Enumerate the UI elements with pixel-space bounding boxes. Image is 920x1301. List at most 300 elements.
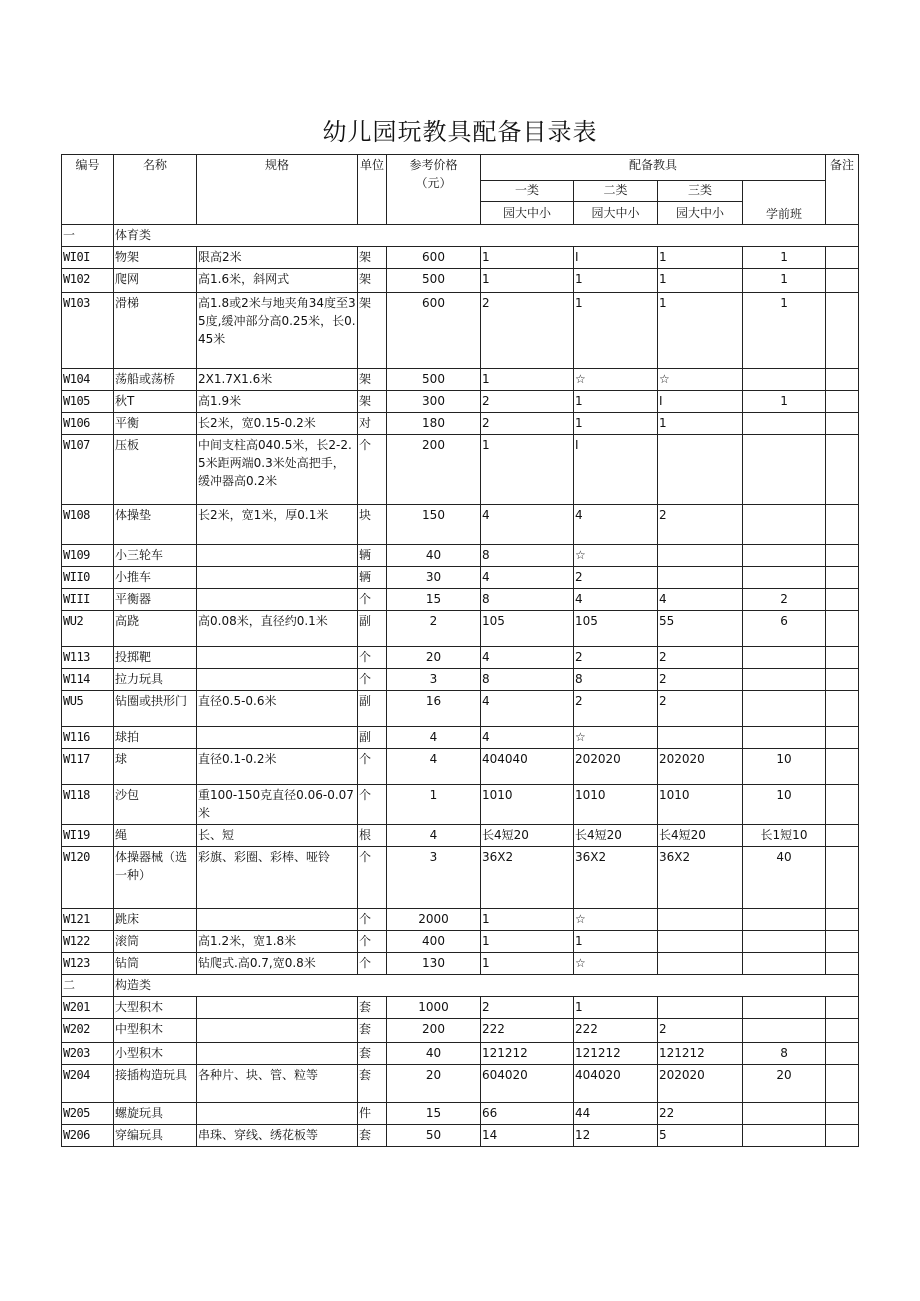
cell-c1: 14 — [481, 1125, 574, 1147]
cell-c2: 105 — [574, 611, 658, 647]
cell-c2: 2 — [574, 691, 658, 727]
cell-spec — [197, 909, 358, 931]
header-class1-label: 一类 — [481, 181, 573, 202]
cell-note — [826, 369, 859, 391]
cell-code: W203 — [62, 1043, 114, 1065]
cell-note — [826, 997, 859, 1019]
cell-c2: ☆ — [574, 909, 658, 931]
cell-name: 体操器械（选一种） — [114, 847, 197, 909]
header-sizes1: 园大中小 — [502, 206, 551, 220]
cell-note — [826, 545, 859, 567]
cell-code: W201 — [62, 997, 114, 1019]
cell-price: 2 — [387, 611, 481, 647]
cell-c1: 4 — [481, 567, 574, 589]
cell-code: W105 — [62, 391, 114, 413]
cell-spec — [197, 567, 358, 589]
table-row — [62, 505, 859, 545]
cell-price: 3 — [387, 669, 481, 691]
cell-note — [826, 269, 859, 293]
cell-pre — [743, 669, 826, 691]
table-row — [62, 647, 859, 669]
cell-price: 200 — [387, 435, 481, 505]
cell-c3 — [658, 931, 743, 953]
cell-pre — [743, 691, 826, 727]
cell-c2: 1010 — [574, 785, 658, 825]
cell-note — [826, 1125, 859, 1147]
cell-c1: 1 — [481, 435, 574, 505]
cell-spec — [197, 589, 358, 611]
cell-c2: 1 — [574, 931, 658, 953]
cell-c1: 36X2 — [481, 847, 574, 909]
cell-pre — [743, 567, 826, 589]
cell-c1: 222 — [481, 1019, 574, 1043]
section-number: 二 — [62, 975, 114, 997]
cell-c1: 4 — [481, 647, 574, 669]
cell-name: 小型积木 — [114, 1043, 197, 1065]
cell-name: 投掷靶 — [114, 647, 197, 669]
cell-c2: 4 — [574, 505, 658, 545]
cell-name: 滚筒 — [114, 931, 197, 953]
table-row — [62, 413, 859, 435]
cell-spec — [197, 1019, 358, 1043]
header-note: 备注 — [826, 155, 859, 225]
cell-price: 3 — [387, 847, 481, 909]
cell-note — [826, 825, 859, 847]
cell-code: W205 — [62, 1103, 114, 1125]
cell-name: 物架 — [114, 247, 197, 269]
cell-note — [826, 953, 859, 975]
cell-name: 跳床 — [114, 909, 197, 931]
cell-pre: 1 — [743, 391, 826, 413]
table-row — [62, 435, 859, 505]
header-class3-label: 三类 — [658, 181, 742, 202]
cell-unit: 个 — [358, 647, 387, 669]
cell-c2: I — [574, 435, 658, 505]
cell-spec: 中间支柱高040.5米，长2-2.5米距两端0.3米处高把手，缓冲器高0.2米 — [197, 435, 358, 505]
cell-c1: 1 — [481, 953, 574, 975]
cell-note — [826, 413, 859, 435]
cell-spec — [197, 997, 358, 1019]
cell-c3: 4 — [658, 589, 743, 611]
cell-note — [826, 567, 859, 589]
cell-c3: 2 — [658, 647, 743, 669]
table-row — [62, 909, 859, 931]
section-row — [62, 225, 859, 247]
cell-c2: ☆ — [574, 953, 658, 975]
cell-name: 压板 — [114, 435, 197, 505]
cell-unit: 块 — [358, 505, 387, 545]
cell-c2: 202020 — [574, 749, 658, 785]
table-row — [62, 1019, 859, 1043]
header-class3 — [658, 181, 743, 225]
cell-code: W206 — [62, 1125, 114, 1147]
table-row — [62, 1043, 859, 1065]
cell-c1: 2 — [481, 997, 574, 1019]
header-equip: 配备教具 — [481, 155, 826, 181]
cell-note — [826, 505, 859, 545]
cell-code: W106 — [62, 413, 114, 435]
cell-c3: 121212 — [658, 1043, 743, 1065]
cell-price: 4 — [387, 825, 481, 847]
cell-code: W114 — [62, 669, 114, 691]
cell-c1: 2 — [481, 413, 574, 435]
section-name: 构造类 — [114, 975, 859, 997]
cell-c3 — [658, 953, 743, 975]
cell-pre: 20 — [743, 1065, 826, 1103]
cell-c1: 1 — [481, 369, 574, 391]
cell-price: 20 — [387, 647, 481, 669]
cell-pre: 10 — [743, 785, 826, 825]
cell-code: W102 — [62, 269, 114, 293]
cell-c1: 66 — [481, 1103, 574, 1125]
cell-name: 球 — [114, 749, 197, 785]
cell-unit: 副 — [358, 727, 387, 749]
cell-unit: 个 — [358, 931, 387, 953]
cell-c2: 12 — [574, 1125, 658, 1147]
table-row — [62, 545, 859, 567]
cell-name: 穿编玩具 — [114, 1125, 197, 1147]
cell-price: 20 — [387, 1065, 481, 1103]
cell-c3: 202020 — [658, 749, 743, 785]
cell-name: 钻圈或拱形门 — [114, 691, 197, 727]
cell-pre — [743, 413, 826, 435]
cell-name: 大型积木 — [114, 997, 197, 1019]
cell-price: 200 — [387, 1019, 481, 1043]
table-row — [62, 1103, 859, 1125]
cell-c1: 1 — [481, 931, 574, 953]
cell-code: W204 — [62, 1065, 114, 1103]
cell-code: W117 — [62, 749, 114, 785]
cell-price: 40 — [387, 545, 481, 567]
cell-pre — [743, 505, 826, 545]
cell-name: 滑梯 — [114, 293, 197, 369]
cell-price: 4 — [387, 727, 481, 749]
cell-c3 — [658, 435, 743, 505]
cell-c3: 55 — [658, 611, 743, 647]
cell-c1: 2 — [481, 293, 574, 369]
cell-note — [826, 691, 859, 727]
cell-spec: 长2米，宽1米，厚0.1米 — [197, 505, 358, 545]
header-class2-label: 二类 — [574, 181, 657, 202]
cell-c3 — [658, 545, 743, 567]
cell-c2: 2 — [574, 647, 658, 669]
cell-unit: 套 — [358, 1065, 387, 1103]
table-row — [62, 391, 859, 413]
cell-c2: ☆ — [574, 545, 658, 567]
cell-pre — [743, 435, 826, 505]
cell-pre: 2 — [743, 589, 826, 611]
cell-c2: 44 — [574, 1103, 658, 1125]
cell-price: 16 — [387, 691, 481, 727]
cell-name: 平衡 — [114, 413, 197, 435]
cell-pre — [743, 931, 826, 953]
cell-pre — [743, 997, 826, 1019]
cell-unit: 架 — [358, 391, 387, 413]
table-row — [62, 691, 859, 727]
cell-c2: ☆ — [574, 369, 658, 391]
cell-name: 高跷 — [114, 611, 197, 647]
table-row — [62, 611, 859, 647]
cell-code: W108 — [62, 505, 114, 545]
cell-c3: ☆ — [658, 369, 743, 391]
table-row — [62, 727, 859, 749]
cell-pre: 10 — [743, 749, 826, 785]
cell-code: WU5 — [62, 691, 114, 727]
cell-pre — [743, 727, 826, 749]
cell-pre: 40 — [743, 847, 826, 909]
cell-c2: I — [574, 247, 658, 269]
cell-spec: 高1.6米，斜网式 — [197, 269, 358, 293]
cell-code: WII0 — [62, 567, 114, 589]
cell-note — [826, 785, 859, 825]
cell-c3: 2 — [658, 691, 743, 727]
cell-note — [826, 669, 859, 691]
cell-c1: 2 — [481, 391, 574, 413]
header-sizes3: 园大中小 — [675, 206, 724, 220]
cell-spec: 直径0.1-0.2米 — [197, 749, 358, 785]
header-sizes2: 园大中小 — [591, 206, 640, 220]
cell-spec: 重100-150克直径0.06-0.07米 — [197, 785, 358, 825]
cell-unit: 个 — [358, 749, 387, 785]
cell-code: W123 — [62, 953, 114, 975]
cell-spec — [197, 647, 358, 669]
cell-unit: 个 — [358, 589, 387, 611]
cell-c2: 长4短20 — [574, 825, 658, 847]
cell-spec: 直径0.5-0.6米 — [197, 691, 358, 727]
cell-unit: 根 — [358, 825, 387, 847]
section-name: 体育类 — [114, 225, 859, 247]
cell-c3: 5 — [658, 1125, 743, 1147]
cell-c3: 1 — [658, 247, 743, 269]
cell-pre — [743, 909, 826, 931]
cell-code: WI0I — [62, 247, 114, 269]
cell-c3: 1 — [658, 293, 743, 369]
header-name: 名称 — [114, 155, 197, 225]
cell-code: W113 — [62, 647, 114, 669]
cell-spec: 高1.8或2米与地夹角34度至35度,缓冲部分高0.25米，长0.45米 — [197, 293, 358, 369]
cell-price: 500 — [387, 269, 481, 293]
cell-code: W109 — [62, 545, 114, 567]
cell-c2: 1 — [574, 413, 658, 435]
cell-price: 400 — [387, 931, 481, 953]
cell-code: WIII — [62, 589, 114, 611]
cell-c2: 36X2 — [574, 847, 658, 909]
cell-c2: 2 — [574, 567, 658, 589]
cell-name: 接插构造玩具 — [114, 1065, 197, 1103]
cell-spec: 钻爬式.高0.7,宽0.8米 — [197, 953, 358, 975]
cell-price: 15 — [387, 1103, 481, 1125]
cell-note — [826, 293, 859, 369]
cell-note — [826, 647, 859, 669]
cell-price: 130 — [387, 953, 481, 975]
table-row — [62, 931, 859, 953]
cell-c3: 22 — [658, 1103, 743, 1125]
cell-c2: 8 — [574, 669, 658, 691]
cell-c1: 长4短20 — [481, 825, 574, 847]
cell-c2: 404020 — [574, 1065, 658, 1103]
cell-pre — [743, 953, 826, 975]
cell-code: W120 — [62, 847, 114, 909]
cell-note — [826, 749, 859, 785]
cell-price: 150 — [387, 505, 481, 545]
cell-spec: 高1.9米 — [197, 391, 358, 413]
cell-unit: 副 — [358, 691, 387, 727]
cell-unit: 件 — [358, 1103, 387, 1125]
cell-unit: 架 — [358, 293, 387, 369]
cell-c3 — [658, 727, 743, 749]
cell-c3: 2 — [658, 1019, 743, 1043]
table-row — [62, 1125, 859, 1147]
cell-spec: 长、短 — [197, 825, 358, 847]
section-number: 一 — [62, 225, 114, 247]
cell-note — [826, 727, 859, 749]
equipment-catalog-table — [61, 154, 859, 1147]
cell-code: WI19 — [62, 825, 114, 847]
cell-c3: 1 — [658, 413, 743, 435]
table-row — [62, 293, 859, 369]
cell-price: 1000 — [387, 997, 481, 1019]
header-class2 — [574, 181, 658, 225]
table-row — [62, 247, 859, 269]
cell-spec — [197, 545, 358, 567]
cell-unit: 个 — [358, 847, 387, 909]
cell-c1: 4 — [481, 691, 574, 727]
table-row — [62, 825, 859, 847]
cell-unit: 个 — [358, 435, 387, 505]
cell-c1: 604020 — [481, 1065, 574, 1103]
cell-unit: 套 — [358, 1019, 387, 1043]
cell-unit: 个 — [358, 909, 387, 931]
cell-unit: 架 — [358, 247, 387, 269]
page-title: 幼儿园玩教具配备目录表 — [322, 118, 598, 146]
cell-note — [826, 1065, 859, 1103]
table-row — [62, 997, 859, 1019]
cell-c1: 4 — [481, 727, 574, 749]
cell-c3: 36X2 — [658, 847, 743, 909]
cell-note — [826, 1103, 859, 1125]
cell-name: 体操垫 — [114, 505, 197, 545]
section-row — [62, 975, 859, 997]
header-class1 — [481, 181, 574, 225]
cell-price: 40 — [387, 1043, 481, 1065]
cell-c1: 4 — [481, 505, 574, 545]
cell-spec — [197, 727, 358, 749]
cell-c2: 222 — [574, 1019, 658, 1043]
table-row — [62, 749, 859, 785]
cell-c1: 105 — [481, 611, 574, 647]
cell-unit: 个 — [358, 785, 387, 825]
cell-price: 180 — [387, 413, 481, 435]
cell-c3: 202020 — [658, 1065, 743, 1103]
cell-c3: 2 — [658, 505, 743, 545]
cell-pre — [743, 647, 826, 669]
cell-c3: 长4短20 — [658, 825, 743, 847]
cell-price: 2000 — [387, 909, 481, 931]
cell-code: W202 — [62, 1019, 114, 1043]
cell-price: 600 — [387, 247, 481, 269]
cell-note — [826, 931, 859, 953]
cell-c1: 1 — [481, 247, 574, 269]
header-price-unit: （元） — [415, 176, 452, 190]
cell-c3: 1 — [658, 269, 743, 293]
table-row — [62, 953, 859, 975]
cell-name: 螺旋玩具 — [114, 1103, 197, 1125]
cell-code: W116 — [62, 727, 114, 749]
cell-code: W122 — [62, 931, 114, 953]
cell-pre — [743, 1125, 826, 1147]
cell-c1: 8 — [481, 669, 574, 691]
cell-price: 300 — [387, 391, 481, 413]
cell-c3: I — [658, 391, 743, 413]
cell-pre — [743, 369, 826, 391]
table-row — [62, 269, 859, 293]
cell-c3: 1010 — [658, 785, 743, 825]
cell-price: 15 — [387, 589, 481, 611]
cell-note — [826, 435, 859, 505]
cell-pre: 8 — [743, 1043, 826, 1065]
table-row — [62, 567, 859, 589]
cell-name: 小推车 — [114, 567, 197, 589]
cell-price: 500 — [387, 369, 481, 391]
table-row — [62, 847, 859, 909]
cell-spec: 高1.2米，宽1.8米 — [197, 931, 358, 953]
cell-c3 — [658, 567, 743, 589]
cell-name: 钻筒 — [114, 953, 197, 975]
cell-unit: 套 — [358, 1043, 387, 1065]
cell-c1: 121212 — [481, 1043, 574, 1065]
header-code: 编号 — [62, 155, 114, 225]
cell-unit: 对 — [358, 413, 387, 435]
table-row — [62, 589, 859, 611]
cell-pre: 1 — [743, 269, 826, 293]
cell-name: 秋T — [114, 391, 197, 413]
cell-pre — [743, 545, 826, 567]
cell-c1: 8 — [481, 589, 574, 611]
cell-spec: 限高2米 — [197, 247, 358, 269]
cell-price: 50 — [387, 1125, 481, 1147]
header-preschool: 学前班 — [743, 181, 826, 225]
cell-c2: 1 — [574, 293, 658, 369]
cell-pre: 6 — [743, 611, 826, 647]
cell-c1: 1 — [481, 269, 574, 293]
cell-price: 4 — [387, 749, 481, 785]
cell-spec — [197, 1043, 358, 1065]
cell-name: 绳 — [114, 825, 197, 847]
cell-spec: 串珠、穿线、绣花板等 — [197, 1125, 358, 1147]
cell-c1: 8 — [481, 545, 574, 567]
cell-pre: 1 — [743, 293, 826, 369]
cell-spec: 长2米，宽0.15-0.2米 — [197, 413, 358, 435]
cell-code: W103 — [62, 293, 114, 369]
cell-c2: 1 — [574, 269, 658, 293]
cell-note — [826, 391, 859, 413]
cell-name: 爬网 — [114, 269, 197, 293]
cell-pre: 1 — [743, 247, 826, 269]
cell-spec: 各种片、块、管、粒等 — [197, 1065, 358, 1103]
cell-price: 600 — [387, 293, 481, 369]
cell-code: W118 — [62, 785, 114, 825]
cell-code: WU2 — [62, 611, 114, 647]
cell-unit: 套 — [358, 1125, 387, 1147]
cell-price: 30 — [387, 567, 481, 589]
cell-name: 荡船或荡桥 — [114, 369, 197, 391]
table-row — [62, 369, 859, 391]
cell-unit: 架 — [358, 369, 387, 391]
cell-note — [826, 1019, 859, 1043]
cell-name: 小三轮车 — [114, 545, 197, 567]
cell-code: W121 — [62, 909, 114, 931]
cell-unit: 辆 — [358, 545, 387, 567]
